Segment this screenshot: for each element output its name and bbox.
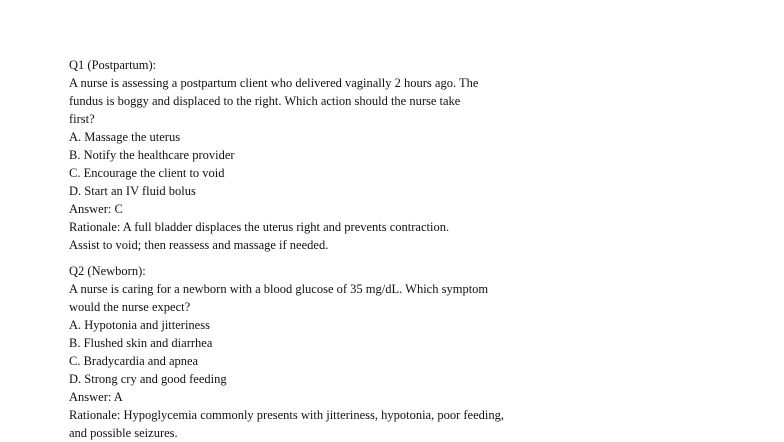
question-stem-line: A nurse is caring for a newborn with a blood glucose of 35 mg/dL. Which symptom [69, 282, 489, 296]
option-c: C. Encourage the client to void [69, 166, 225, 180]
option-c: C. Bradycardia and apnea [69, 354, 199, 368]
rationale-line: Rationale: Hypoglycemia commonly presents with jitteriness, hypotonia, poor feeding, [69, 408, 504, 422]
question-stem-line: first? [69, 112, 95, 126]
option-a: A. Massage the uterus [69, 130, 181, 144]
question-2 [69, 262, 569, 442]
rationale-line: and possible seizures. [69, 426, 178, 440]
rationale-line: Assist to void; then reassess and massage if needed. [69, 238, 329, 252]
document-page [69, 56, 569, 442]
question-stem-line: fundus is boggy and displaced to the right. Which action should the nurse take [69, 94, 461, 108]
answer-line: Answer: C [69, 202, 123, 216]
answer-line: Answer: A [69, 390, 123, 404]
rationale-line: Rationale: A full bladder displaces the uterus right and prevents contraction. [69, 220, 450, 234]
option-a: A. Hypotonia and jitteriness [69, 318, 210, 332]
option-d: D. Strong cry and good feeding [69, 372, 227, 386]
question-heading: Q1 (Postpartum): [69, 58, 157, 72]
option-b: B. Flushed skin and diarrhea [69, 336, 213, 350]
question-stem-line: A nurse is assessing a postpartum client who delivered vaginally 2 hours ago. The [69, 76, 479, 90]
option-d: D. Start an IV fluid bolus [69, 184, 196, 198]
question-1 [69, 56, 569, 254]
question-heading: Q2 (Newborn): [69, 264, 146, 278]
question-stem-line: would the nurse expect? [69, 300, 191, 314]
option-b: B. Notify the healthcare provider [69, 148, 235, 162]
